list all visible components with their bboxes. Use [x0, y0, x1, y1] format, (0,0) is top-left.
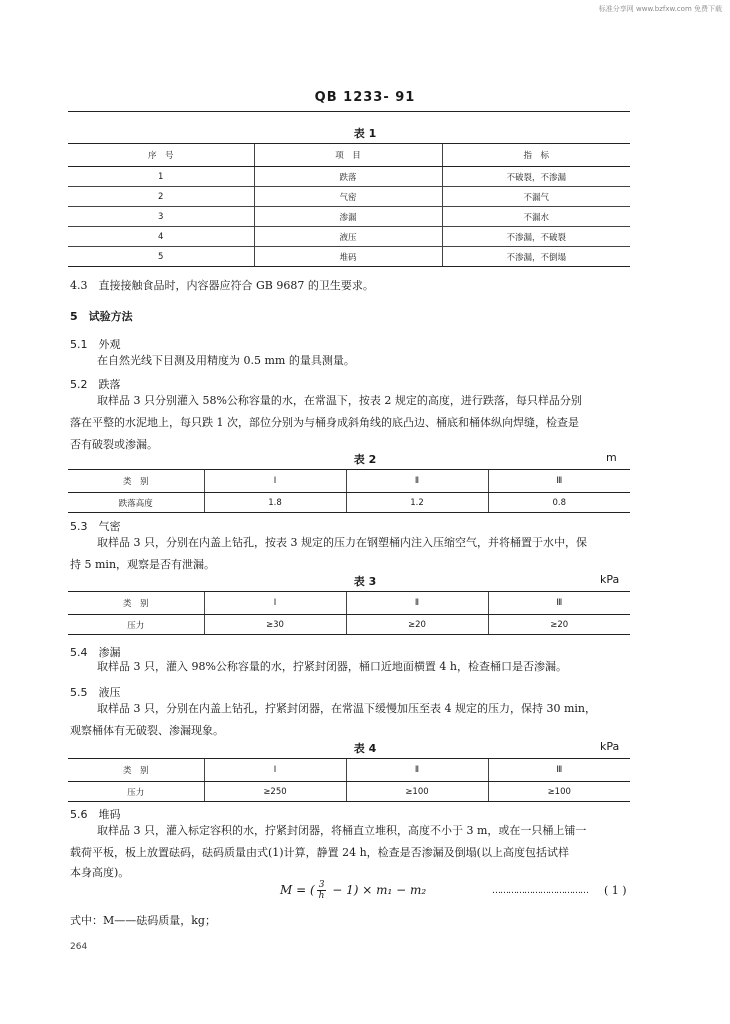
- table2: [68, 469, 630, 513]
- table3-header-cell: Ⅱ: [346, 592, 488, 615]
- table-cell: 跌落高度: [68, 493, 204, 513]
- formula-where-clause: 式中：M——砝码质量，kg；: [70, 914, 216, 927]
- table3: [68, 591, 630, 635]
- table2-header-cell: Ⅲ: [488, 470, 630, 493]
- table4-header-cell: 类 别: [68, 759, 204, 782]
- clause-5-6-line-1: 取样品 3 只，灌入标定容积的水，拧紧封闭器，将桶直立堆积，高度不小于 3 m，或在一只桶上铺一: [97, 824, 587, 837]
- table-cell: 气密: [254, 187, 442, 207]
- table-cell: ≥20: [488, 615, 630, 635]
- clause-5-3-line-1: 取样品 3 只，分别在内盖上钻孔，按表 3 规定的压力在钢塑桶内注入压缩空气，并将桶置于水中，保: [97, 536, 587, 549]
- table2-caption: 表 2: [353, 453, 377, 466]
- table2-header-cell: 类 别: [68, 470, 204, 493]
- table-cell: ≥100: [346, 782, 488, 802]
- page-number: 264: [70, 942, 88, 952]
- table-cell: 3: [68, 207, 254, 227]
- table1-header-cell: 指 标: [442, 144, 630, 167]
- table-cell: 4: [68, 227, 254, 247]
- table-cell: 0.8: [488, 493, 630, 513]
- table4-header-cell: Ⅲ: [488, 759, 630, 782]
- clause-5-5-line-1: 取样品 3 只，分别在内盖上钻孔，拧紧封闭器，在常温下缓慢加压至表 4 规定的压力，保持 30 min，: [97, 702, 597, 715]
- header-rule: [68, 111, 630, 112]
- table4-caption: 表 4: [353, 742, 377, 755]
- standard-number-header: QB 1233- 91: [314, 90, 416, 105]
- table-row: [68, 167, 630, 187]
- table2-unit: m: [606, 451, 617, 464]
- table2-header-cell: Ⅱ: [346, 470, 488, 493]
- table-cell: ≥100: [488, 782, 630, 802]
- table-cell: 1.8: [204, 493, 346, 513]
- clause-5-2-line-1: 取样品 3 只分别灌入 58%公称容量的水，在常温下，按表 2 规定的高度，进行跌落，每只样品分别: [97, 394, 582, 407]
- table3-header-row: [68, 592, 630, 615]
- clause-5-6-title: 5.6 堆码: [70, 808, 121, 821]
- clause-5-3-title: 5.3 气密: [70, 520, 121, 533]
- clause-4-3: 4.3 直接接触食品时，内容器应符合 GB 9687 的卫生要求。: [70, 279, 374, 292]
- table-cell: 1: [68, 167, 254, 187]
- table-cell: 1.2: [346, 493, 488, 513]
- mass-formula: [280, 880, 426, 901]
- clause-5-1-text: 在自然光线下目测及用精度为 0.5 mm 的量具测量。: [97, 354, 355, 367]
- table-row: [68, 247, 630, 267]
- table-cell: 堆码: [254, 247, 442, 267]
- formula-lhs: M = (: [280, 883, 315, 897]
- table-row: [68, 493, 630, 513]
- table2-header-row: [68, 470, 630, 493]
- clause-5-3-line-2: 持 5 min，观察是否有泄漏。: [70, 558, 216, 571]
- table-cell: 压力: [68, 782, 204, 802]
- table-row: [68, 782, 630, 802]
- clause-5-4-line-1: 取样品 3 只，灌入 98%公称容量的水，拧紧封闭器，桶口近地面横置 4 h，检查桶口是否渗漏。: [97, 660, 568, 673]
- table2-header-cell: Ⅰ: [204, 470, 346, 493]
- formula-fraction: [317, 880, 327, 901]
- table-cell: 不渗漏，不破裂: [442, 227, 630, 247]
- section-5-heading: 5 试验方法: [70, 310, 133, 323]
- table4-header-cell: Ⅱ: [346, 759, 488, 782]
- formula-leader-dots: ………………………………: [492, 886, 588, 896]
- table-cell: ≥250: [204, 782, 346, 802]
- table4-unit: kPa: [600, 740, 620, 753]
- table3-unit: kPa: [600, 573, 620, 586]
- table-row: [68, 615, 630, 635]
- table-cell: 不漏气: [442, 187, 630, 207]
- table-row: [68, 227, 630, 247]
- table-row: [68, 187, 630, 207]
- table3-header-cell: 类 别: [68, 592, 204, 615]
- table-cell: 渗漏: [254, 207, 442, 227]
- table4-header-row: [68, 759, 630, 782]
- table3-caption: 表 3: [353, 575, 377, 588]
- table1: [68, 143, 630, 267]
- table1-header-row: [68, 144, 630, 167]
- clause-5-2-title: 5.2 跌落: [70, 378, 121, 391]
- clause-5-5-line-2: 观察桶体有无破裂、渗漏现象。: [70, 724, 224, 737]
- table-cell: ≥20: [346, 615, 488, 635]
- table1-header-cell: 项 目: [254, 144, 442, 167]
- formula-denominator: h: [318, 891, 325, 901]
- table-cell: 压力: [68, 615, 204, 635]
- table1-header-cell: 序 号: [68, 144, 254, 167]
- table-cell: 跌落: [254, 167, 442, 187]
- table-cell: 不破裂，不渗漏: [442, 167, 630, 187]
- clause-5-2-line-3: 否有破裂或渗漏。: [70, 438, 158, 451]
- table-cell: ≥30: [204, 615, 346, 635]
- table-cell: 不漏水: [442, 207, 630, 227]
- formula-rest: − 1) × m₁ − m₂: [328, 883, 427, 897]
- clause-5-5-title: 5.5 液压: [70, 686, 121, 699]
- table4-header-cell: Ⅰ: [204, 759, 346, 782]
- table4: [68, 758, 630, 802]
- table-cell: 液压: [254, 227, 442, 247]
- clause-5-4-title: 5.4 渗漏: [70, 646, 121, 659]
- table1-caption: 表 1: [353, 127, 377, 140]
- formula-equation-number: ( 1 ): [604, 884, 627, 897]
- clause-5-1-title: 5.1 外观: [70, 338, 121, 351]
- clause-5-6-line-3: 本身高度)。: [70, 866, 130, 879]
- table-row: [68, 207, 630, 227]
- table-cell: 5: [68, 247, 254, 267]
- table-cell: 不渗漏，不倒塌: [442, 247, 630, 267]
- clause-5-2-line-2: 落在平整的水泥地上，每只跌 1 次，部位分别为与桶身成斜角线的底凸边、桶底和桶体纵向焊缝，检查是: [70, 416, 579, 429]
- table3-header-cell: Ⅰ: [204, 592, 346, 615]
- table-cell: 2: [68, 187, 254, 207]
- table3-header-cell: Ⅲ: [488, 592, 630, 615]
- clause-5-6-line-2: 载荷平板，板上放置砝码，砝码质量由式(1)计算，静置 24 h，检查是否渗漏及倒塌(以上高度包括试样: [70, 846, 569, 859]
- watermark: 标准分享网 www.bzfxw.com 免费下载: [598, 5, 722, 13]
- formula-numerator: 3: [317, 880, 327, 891]
